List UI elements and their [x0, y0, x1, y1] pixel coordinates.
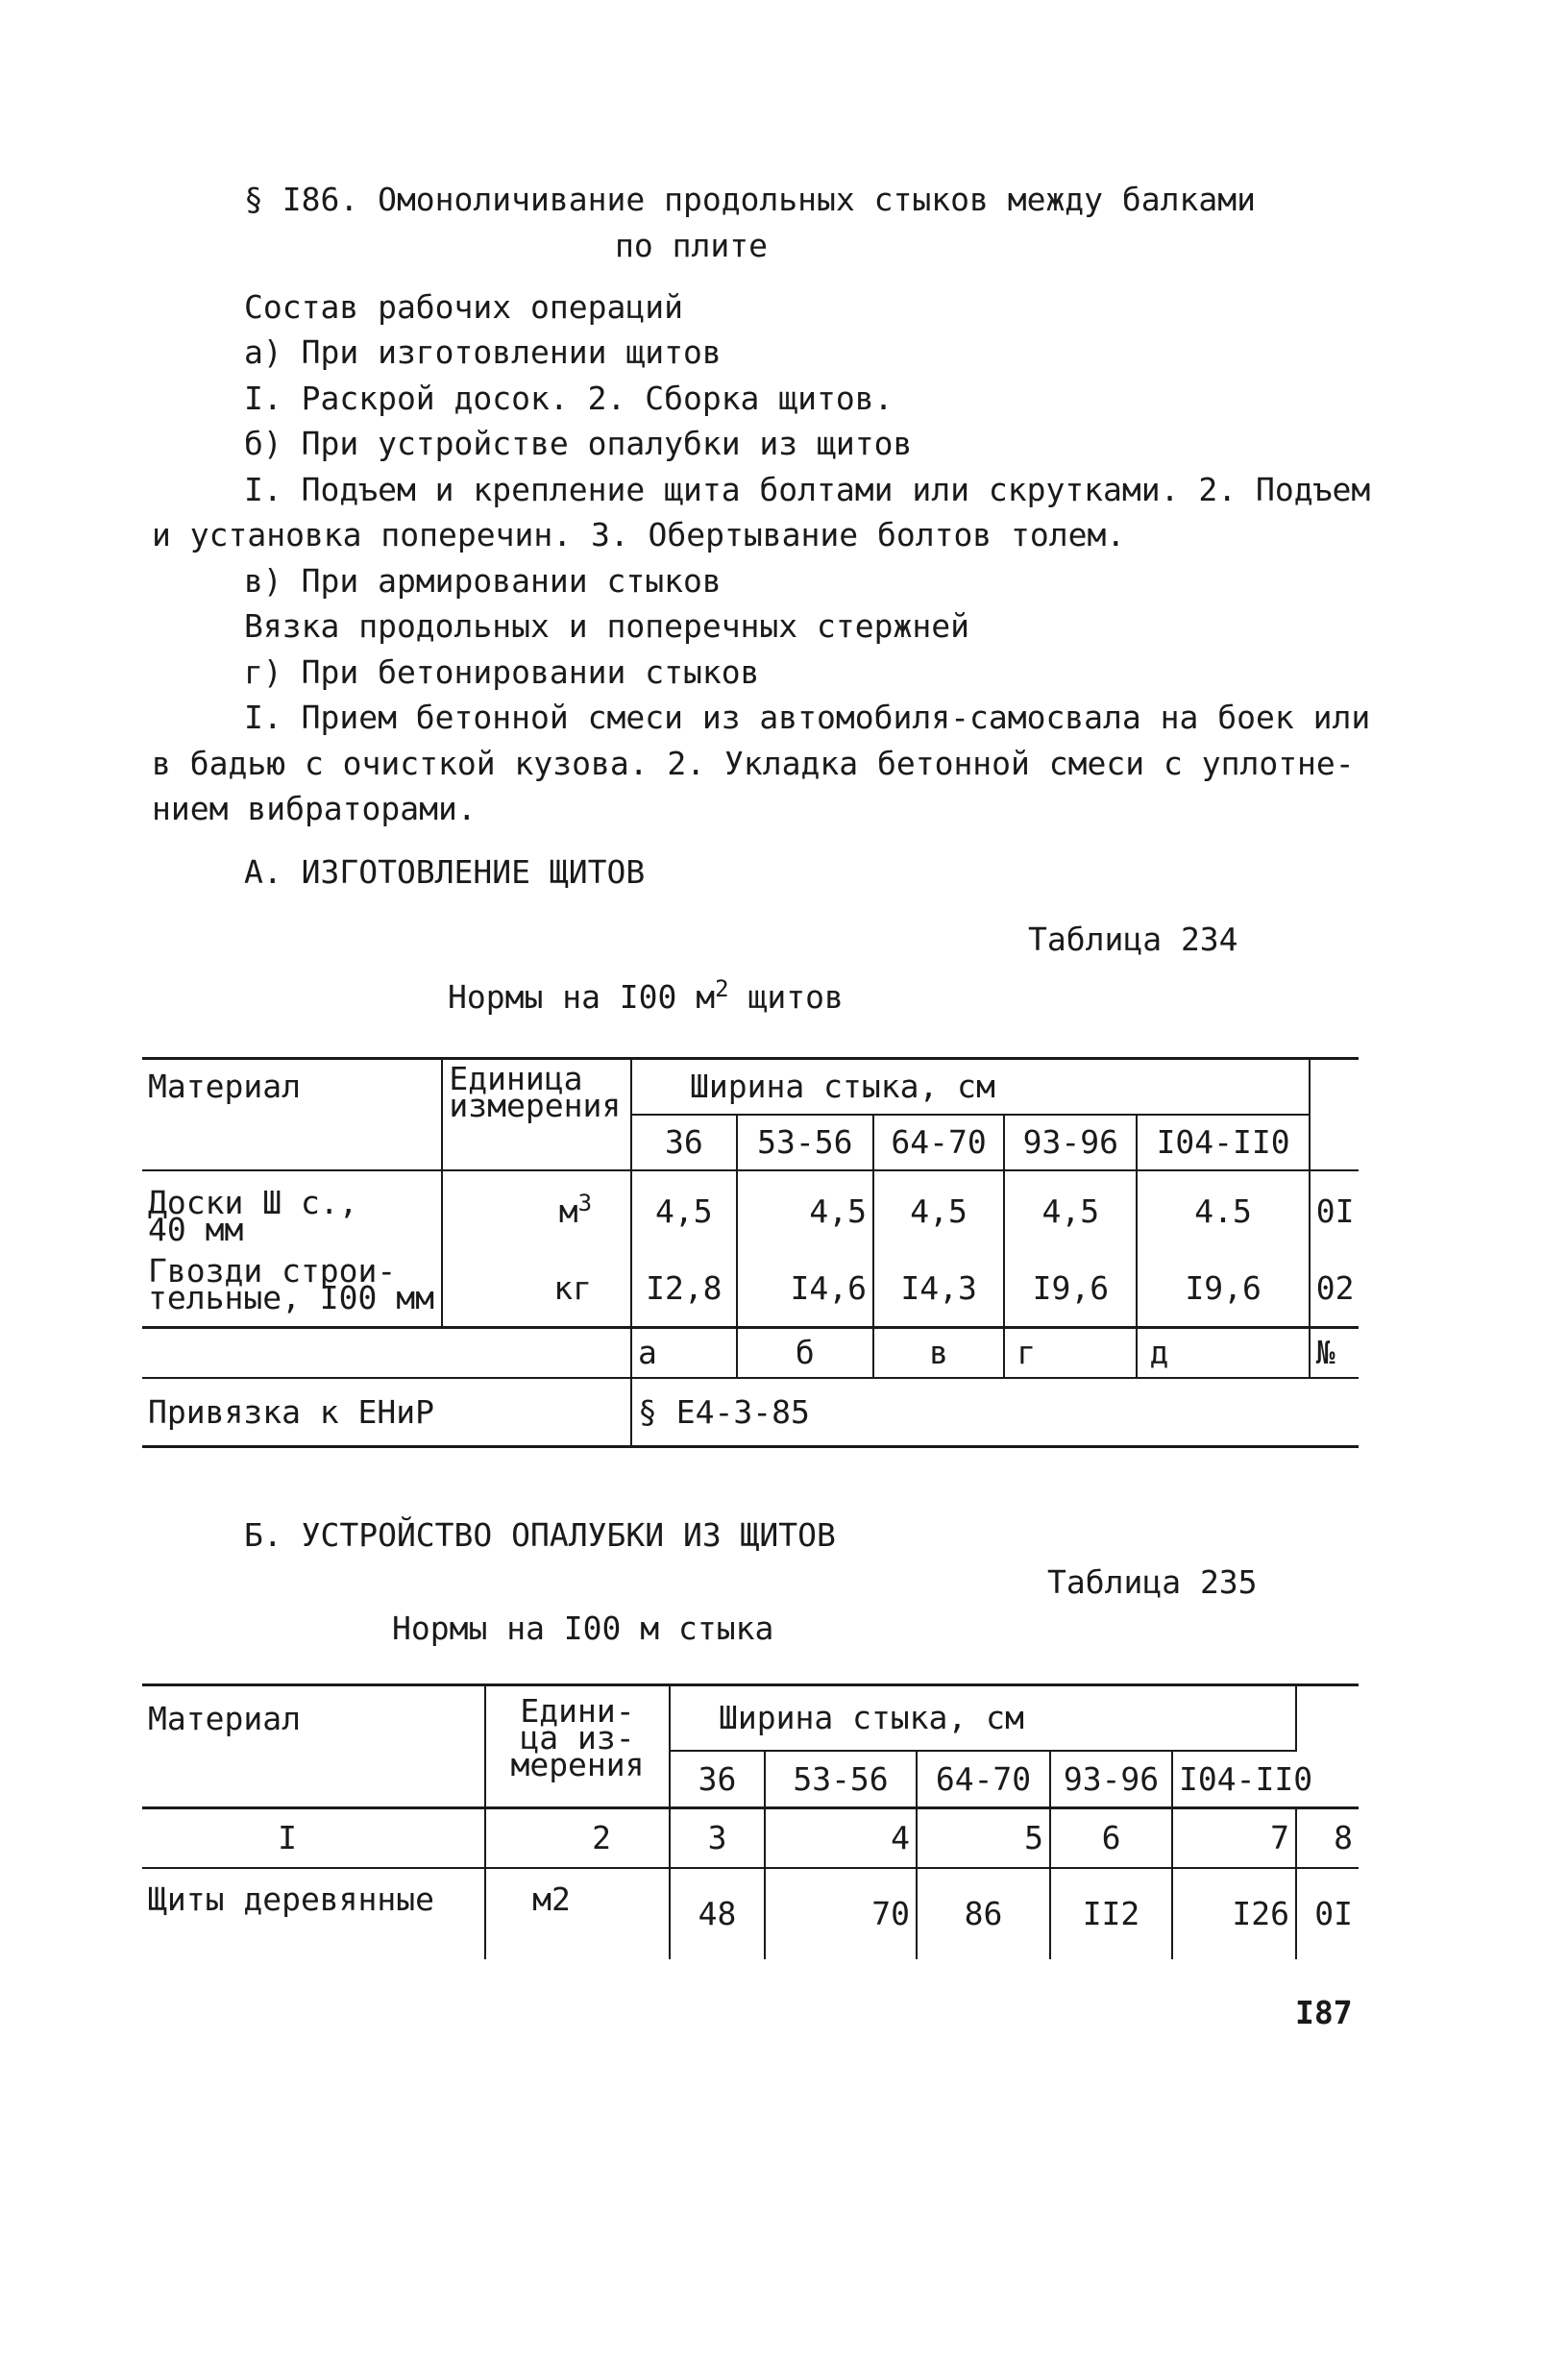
- row-1-unit: [442, 1170, 631, 1251]
- operation-g-text-1: I. Прием бетонной смеси из автомобиля-самосвала на боек или: [244, 699, 1371, 736]
- row-1-value-4: II2: [1050, 1868, 1172, 1959]
- table-235: [142, 1683, 1359, 1959]
- table-row: [142, 1170, 1359, 1251]
- column-numbers-row: [142, 1808, 1359, 1868]
- row-2-material: [142, 1251, 442, 1328]
- row-2-value-4: I9,6: [1004, 1251, 1137, 1328]
- row-2-value-1: I2,8: [631, 1251, 737, 1328]
- section-title-line-1: § I86. Омоноличивание продольных стыков между балками: [244, 181, 1256, 218]
- row-2-unit-text: кг: [553, 1269, 593, 1308]
- col-number-8: 8: [1296, 1808, 1359, 1868]
- operation-g-text-2: в бадью с очисткой кузова. 2. Укладка бетонной смеси с уплотне-: [152, 745, 1355, 782]
- table-234-norms: [448, 975, 844, 1017]
- letters-row: [142, 1328, 1359, 1378]
- row-1-value-2: 70: [765, 1868, 917, 1959]
- operation-g-text-3: нием вибраторами.: [152, 790, 477, 827]
- table-234-label: Таблица 234: [1028, 921, 1238, 958]
- row-2-code: 02: [1310, 1251, 1359, 1328]
- header-unit-line-1: Единица: [449, 1060, 583, 1097]
- header-code-empty: [1310, 1059, 1359, 1115]
- header-width: Ширина стыка, см: [631, 1059, 1310, 1115]
- header-material: Материал: [142, 1059, 442, 1170]
- section-title-line-2: по плите: [615, 227, 768, 264]
- norms-prefix: Нормы на I00 м: [448, 978, 716, 1016]
- row-1-unit-sup: 3: [577, 1189, 593, 1216]
- width-col-4: 93-96: [1050, 1751, 1172, 1808]
- part-a-heading: А. ИЗГОТОВЛЕНИЕ ЩИТОВ: [244, 853, 646, 891]
- table-234: [142, 1057, 1359, 1448]
- row-1-value-1: 4,5: [631, 1170, 737, 1251]
- row-2-value-2: I4,6: [737, 1251, 873, 1328]
- row-1-value-2: 4,5: [737, 1170, 873, 1251]
- row-2-value-5: I9,6: [1137, 1251, 1309, 1328]
- header-unit-line-2: ца из-: [520, 1719, 635, 1757]
- width-col-3: 64-70: [917, 1751, 1050, 1808]
- row-1-material-line-1: Доски Ш с.,: [148, 1184, 358, 1221]
- row-2-unit: [442, 1251, 631, 1328]
- row-1-code: 0I: [1314, 1895, 1354, 1932]
- col-number-7: 7: [1172, 1808, 1296, 1868]
- row-2-value-3: I4,3: [873, 1251, 1004, 1328]
- header-code-empty-2: [1310, 1115, 1359, 1170]
- page-number: I87: [1295, 1994, 1353, 2031]
- width-col-5: I04-II0: [1137, 1115, 1309, 1170]
- reference-row: [142, 1378, 1359, 1447]
- row-1-unit: м2: [485, 1868, 670, 1959]
- reference-value: § Е4-3-85: [631, 1378, 1359, 1447]
- row-1-material-line-2: 40 мм: [148, 1211, 244, 1248]
- width-col-3: 64-70: [873, 1115, 1004, 1170]
- header-unit-line-3: мерения: [510, 1746, 645, 1783]
- operation-v-label: в) При армировании стыков: [244, 562, 722, 600]
- width-col-2: 53-56: [737, 1115, 873, 1170]
- col-number-2: 2: [485, 1808, 670, 1868]
- part-b-heading: Б. УСТРОЙСТВО ОПАЛУБКИ ИЗ ЩИТОВ: [244, 1516, 836, 1554]
- row-1-unit-text: м: [558, 1192, 578, 1230]
- width-col-1: 36: [670, 1751, 765, 1808]
- letter-col-5: д: [1137, 1328, 1309, 1378]
- operation-b-text-1: I. Подъем и крепление щита болтами или скрутками. 2. Подъем: [244, 471, 1371, 508]
- col-number-5: 5: [917, 1808, 1050, 1868]
- width-col-4: 93-96: [1004, 1115, 1137, 1170]
- width-col-2: 53-56: [765, 1751, 917, 1808]
- col-number-1: I: [142, 1808, 485, 1868]
- row-1-value-5: 4.5: [1137, 1170, 1309, 1251]
- letter-col-1: а: [631, 1328, 737, 1378]
- col-number-4: 4: [765, 1808, 917, 1868]
- operations-heading: Состав рабочих операций: [244, 288, 683, 326]
- row-1-material: Щиты деревянные: [142, 1868, 485, 1959]
- letter-col-2: б: [737, 1328, 873, 1378]
- norms-suffix: щитов: [728, 978, 844, 1016]
- header-unit: [485, 1685, 670, 1808]
- norms-superscript: 2: [715, 975, 729, 1002]
- row-1-value-5: I26: [1172, 1868, 1296, 1959]
- operation-b-text-2: и установка поперечин. 3. Обертывание болтов толем.: [152, 516, 1126, 553]
- header-unit-line-1: Едини-: [520, 1692, 635, 1730]
- row-1-value-3: 86: [917, 1868, 1050, 1959]
- width-col-5: I04-II0: [1179, 1759, 1313, 1798]
- operation-v-text: Вязка продольных и поперечных стержней: [244, 607, 969, 645]
- width-col-1: 36: [631, 1115, 737, 1170]
- operation-a-label: а) При изготовлении щитов: [244, 333, 722, 371]
- row-2-material-line-1: Гвозди строи-: [148, 1251, 397, 1290]
- letters-empty-1: [142, 1328, 442, 1378]
- row-1-value-1: 48: [670, 1868, 765, 1959]
- number-sign: №: [1310, 1328, 1359, 1378]
- row-1-material: [142, 1170, 442, 1251]
- row-1-code: 0I: [1310, 1170, 1359, 1251]
- letter-col-4: г: [1004, 1328, 1137, 1378]
- operation-g-label: г) При бетонировании стыков: [244, 653, 760, 691]
- row-2-material-line-2: тельные, I00 мм: [148, 1278, 435, 1316]
- row-1-value-3: 4,5: [873, 1170, 1004, 1251]
- row-1-value-4: 4,5: [1004, 1170, 1137, 1251]
- header-material: Материал: [142, 1685, 485, 1808]
- table-235-label: Таблица 235: [1047, 1563, 1258, 1601]
- col-number-6: 6: [1050, 1808, 1172, 1868]
- letter-col-3: в: [873, 1328, 1004, 1378]
- header-code-empty: [1296, 1685, 1359, 1751]
- header-width: Ширина стыка, см: [670, 1685, 1296, 1751]
- table-row: [142, 1251, 1359, 1328]
- header-unit-line-2: измерения: [449, 1087, 622, 1124]
- header-unit: [442, 1059, 631, 1170]
- col-number-3: 3: [670, 1808, 765, 1868]
- reference-label: Привязка к ЕНиР: [142, 1378, 631, 1447]
- operation-a-text: I. Раскрой досок. 2. Сборка щитов.: [244, 380, 894, 417]
- table-235-norms: Нормы на I00 м стыка: [392, 1610, 774, 1647]
- operation-b-label: б) При устройстве опалубки из щитов: [244, 425, 913, 462]
- letters-empty-2: [442, 1328, 631, 1378]
- table-row: [142, 1868, 1359, 1959]
